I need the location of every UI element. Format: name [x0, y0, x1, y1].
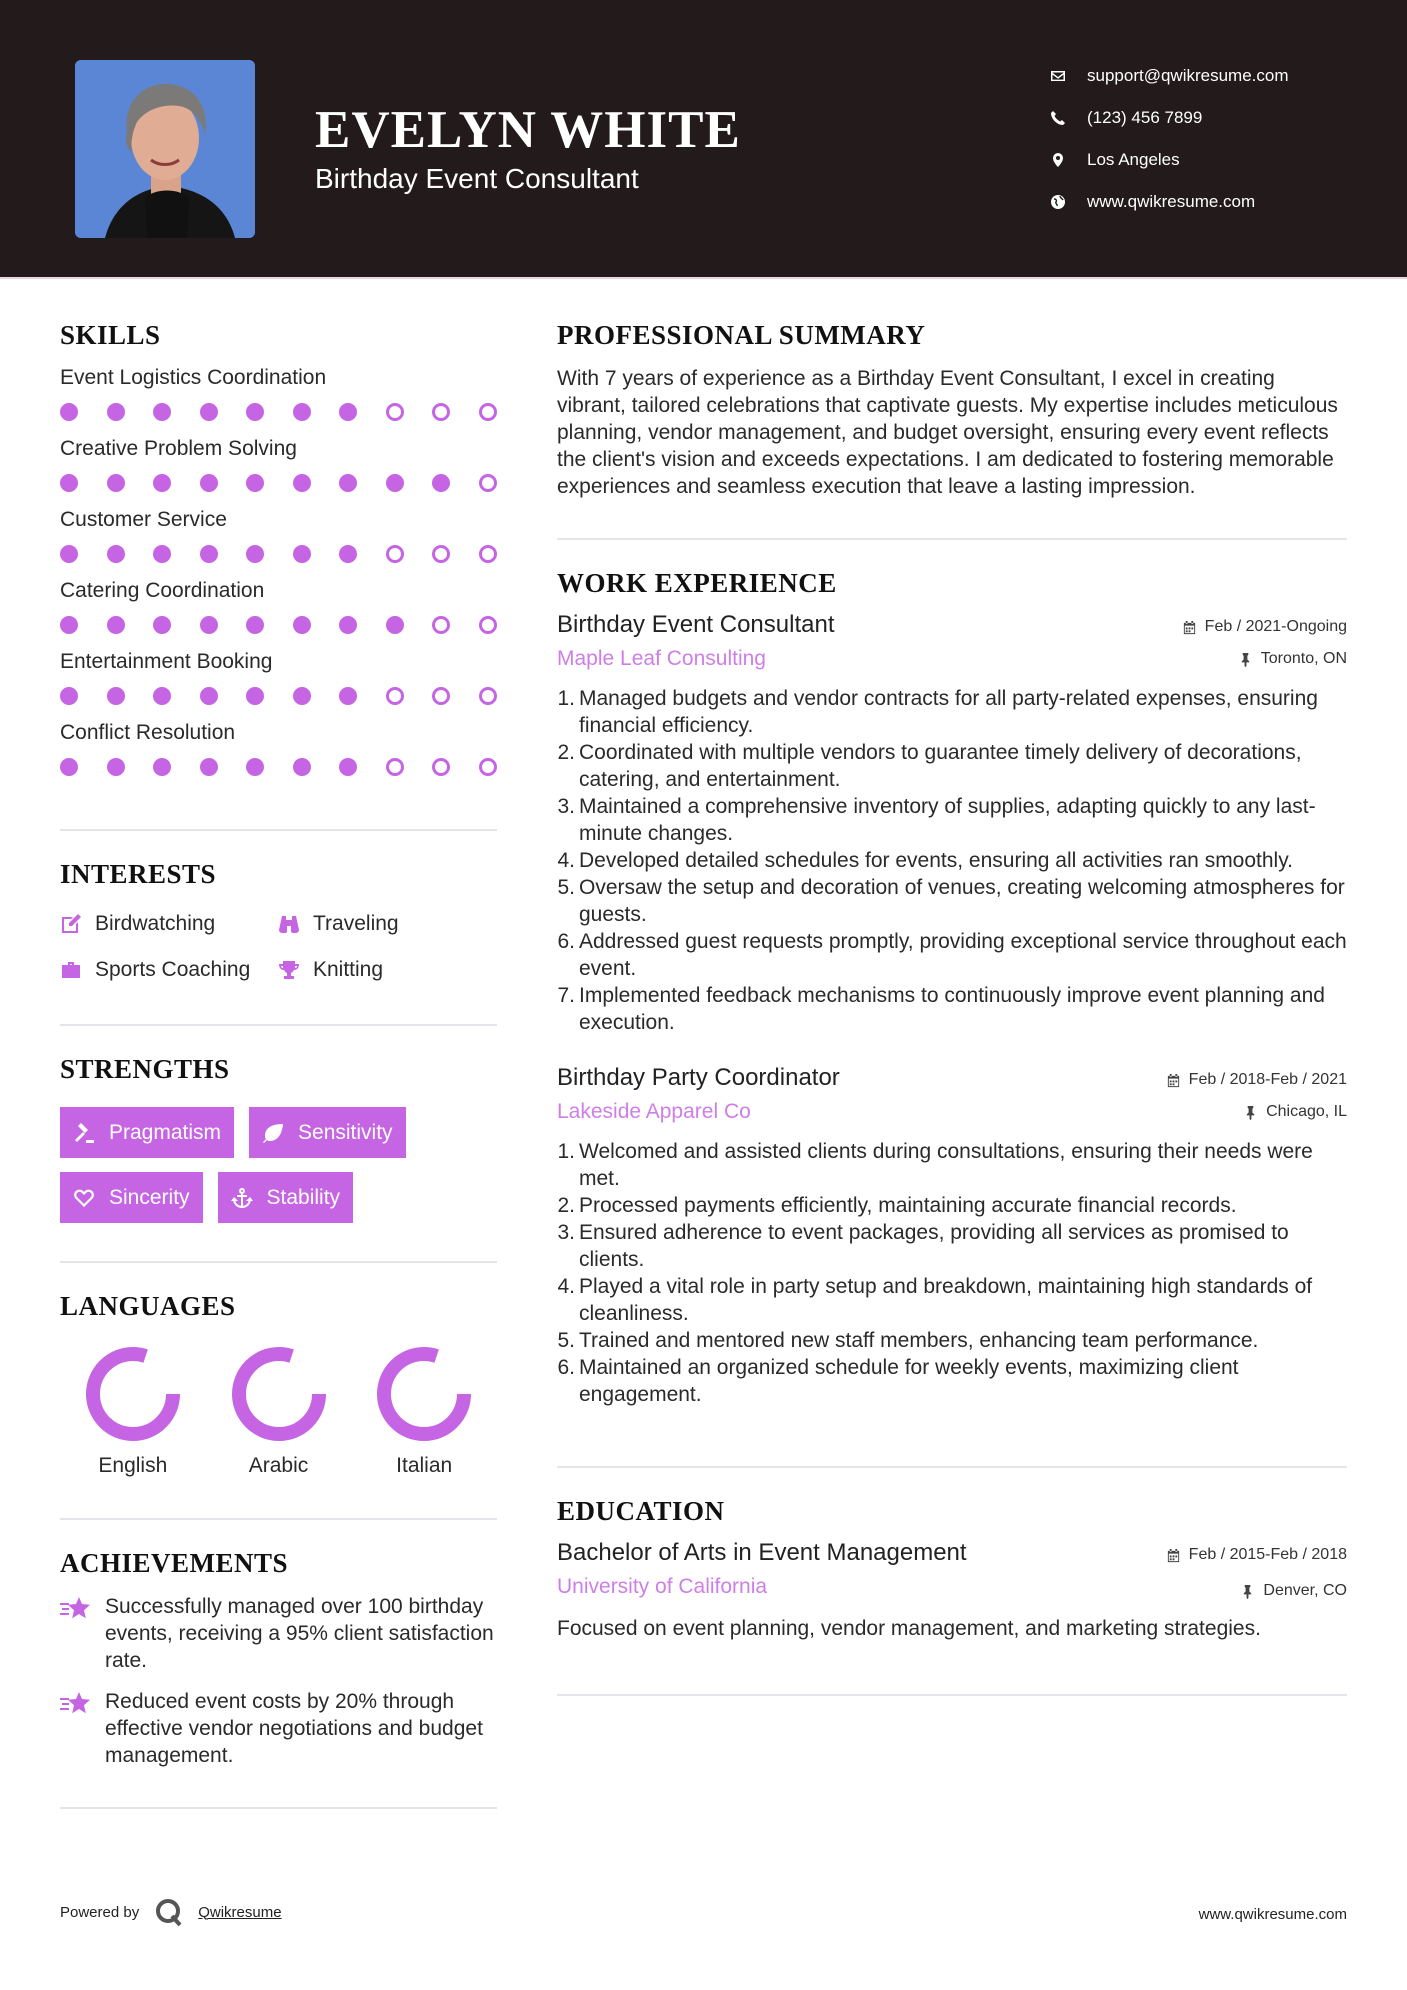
- rating-dot-filled: [246, 616, 264, 634]
- school-name: University of California: [557, 1575, 768, 1598]
- job-entry: [557, 611, 1347, 1036]
- rating-dot-filled: [153, 474, 171, 492]
- rating-dot-filled: [107, 545, 125, 563]
- contact-website[interactable]: [1050, 181, 1370, 223]
- powered-by-label: Powered by: [60, 1903, 140, 1921]
- skill-item: [60, 578, 497, 635]
- contact-email[interactable]: [1050, 55, 1370, 97]
- strengths-list: [60, 1107, 497, 1223]
- qwikresume-logo-icon: [154, 1897, 184, 1927]
- rating-dot-filled: [107, 403, 125, 421]
- interest-item: [60, 956, 278, 984]
- rating-dot-filled: [246, 758, 264, 776]
- section-divider: [60, 1024, 497, 1026]
- job-location-text: Chicago, IL: [1266, 1103, 1347, 1120]
- contact-location: [1050, 139, 1370, 181]
- leaf-icon: [262, 1122, 284, 1144]
- skill-name: Catering Coordination: [60, 579, 265, 602]
- item-number: 2.: [557, 741, 575, 764]
- globe-icon: [1050, 194, 1087, 210]
- responsibility-text: Trained and mentored new staff members, enhancing team performance.: [579, 1329, 1259, 1352]
- job-responsibilities: [557, 1138, 1347, 1408]
- rating-dot-filled: [107, 474, 125, 492]
- rating-dot-filled: [200, 616, 218, 634]
- strength-tag: [60, 1107, 234, 1158]
- section-divider: [60, 829, 497, 831]
- rating-dot-filled: [246, 545, 264, 563]
- rating-dot-filled: [339, 474, 357, 492]
- rating-dot-filled: [60, 687, 78, 705]
- skill-rating: [60, 545, 497, 564]
- skill-item: [60, 649, 497, 706]
- language-name: English: [98, 1454, 168, 1477]
- rating-dot-filled: [107, 616, 125, 634]
- responsibility-text: Maintained a comprehensive inventory of supplies, adapting quickly to any last-minute changes.: [579, 795, 1316, 845]
- item-number: 3.: [557, 1221, 575, 1244]
- map-pin-icon: [1050, 152, 1087, 168]
- rating-dot-filled: [60, 403, 78, 421]
- item-number: 5.: [557, 1329, 575, 1352]
- rating-dot-filled: [339, 758, 357, 776]
- skill-rating: [60, 687, 497, 706]
- skills-title: SKILLS: [60, 320, 161, 350]
- phone-icon: [1050, 110, 1087, 126]
- job-dates: [1182, 615, 1347, 639]
- rating-dot-filled: [293, 616, 311, 634]
- rating-dot-empty: [432, 403, 450, 421]
- rating-dot-filled: [107, 758, 125, 776]
- language-gauge-arc: [93, 1354, 173, 1434]
- achievement-item: [60, 1593, 497, 1674]
- achievements-title: ACHIEVEMENTS: [60, 1548, 289, 1578]
- interests-title: INTERESTS: [60, 859, 217, 889]
- footer-powered-by: [60, 1897, 282, 1927]
- calendar-icon: [1182, 620, 1197, 635]
- achievement-text: Successfully managed over 100 birthday events, receiving a 95% client satisfaction rate.: [105, 1595, 494, 1672]
- languages-title: LANGUAGES: [60, 1291, 236, 1321]
- skill-name: Conflict Resolution: [60, 721, 236, 744]
- rating-dot-filled: [339, 687, 357, 705]
- responsibility-item: [557, 1138, 1347, 1192]
- interest-item: [60, 910, 278, 938]
- item-number: 4.: [557, 1275, 575, 1298]
- responsibility-item: [557, 928, 1347, 982]
- contact-email-text: support@qwikresume.com: [1087, 66, 1289, 85]
- rating-dot-empty: [479, 687, 497, 705]
- interests-list: [60, 910, 497, 984]
- job-entry: [557, 1064, 1347, 1408]
- calendar-icon: [1166, 1073, 1181, 1088]
- strength-label: Sincerity: [109, 1185, 190, 1209]
- language-gauge-arc: [239, 1354, 319, 1434]
- rating-dot-empty: [432, 758, 450, 776]
- left-column: [60, 320, 497, 1809]
- rating-dot-filled: [153, 616, 171, 634]
- rating-dot-filled: [153, 758, 171, 776]
- resume-header: [0, 0, 1407, 277]
- interest-label: Sports Coaching: [95, 958, 251, 981]
- contact-website-text: www.qwikresume.com: [1087, 192, 1256, 211]
- rating-dot-filled: [200, 403, 218, 421]
- summary-text: With 7 years of experience as a Birthday Event Consultant, I excel in creating vibrant, tailored celebrations that captivate guests. My expertise includes meticulous planning, vendor management, and budget oversight, ensuring every event reflects the client's vision and exceeds expectations. I am dedicated to fostering memorable experiences and seamless execution that leave a lasting impression.: [557, 367, 1338, 498]
- job-location: [1166, 1100, 1347, 1124]
- rating-dot-filled: [246, 403, 264, 421]
- responsibility-item: [557, 685, 1347, 739]
- rating-dot-empty: [479, 403, 497, 421]
- job-title: Birthday Event Consultant: [557, 611, 835, 638]
- item-number: 6.: [557, 930, 575, 953]
- rating-dot-empty: [479, 758, 497, 776]
- rating-dot-filled: [107, 687, 125, 705]
- pushpin-icon: [1243, 1105, 1258, 1120]
- language-gauge-arc: [384, 1354, 464, 1434]
- language-name: Arabic: [248, 1454, 309, 1477]
- trophy-icon: [278, 959, 300, 981]
- rating-dot-filled: [60, 616, 78, 634]
- envelope-icon: [1050, 68, 1087, 84]
- profile-photo: [75, 60, 255, 238]
- language-item: [351, 1344, 497, 1478]
- responsibility-text: Oversaw the setup and decoration of venues, creating welcoming atmospheres for guests.: [579, 876, 1345, 926]
- star-icon: [60, 1690, 92, 1718]
- responsibility-item: [557, 793, 1347, 847]
- rating-dot-filled: [339, 403, 357, 421]
- calendar-icon: [1166, 1548, 1181, 1563]
- interest-label: Birdwatching: [95, 912, 216, 935]
- job-company: Maple Leaf Consulting: [557, 647, 766, 670]
- interest-item: [278, 910, 478, 938]
- rating-dot-filled: [246, 474, 264, 492]
- candidate-name: EVELYN WHITE: [315, 101, 741, 159]
- section-divider: [557, 1694, 1347, 1696]
- item-number: 6.: [557, 1356, 575, 1379]
- item-number: 1.: [557, 687, 575, 710]
- job-title: Birthday Party Coordinator: [557, 1064, 840, 1091]
- rating-dot-empty: [432, 687, 450, 705]
- section-divider: [557, 1466, 1347, 1468]
- anchor-icon: [231, 1187, 253, 1209]
- job-dates: [1166, 1068, 1347, 1092]
- section-divider: [60, 1518, 497, 1520]
- strengths-title: STRENGTHS: [60, 1054, 230, 1084]
- qwikresume-link[interactable]: Qwikresume: [198, 1903, 282, 1921]
- responsibility-item: [557, 1192, 1347, 1219]
- responsibility-text: Implemented feedback mechanisms to continuously improve event planning and execution.: [579, 984, 1325, 1034]
- rating-dot-empty: [386, 687, 404, 705]
- gavel-icon: [73, 1122, 95, 1144]
- rating-dot-filled: [153, 687, 171, 705]
- rating-dot-filled: [293, 758, 311, 776]
- rating-dot-filled: [339, 545, 357, 563]
- section-divider: [60, 1261, 497, 1263]
- education-entry: [557, 1539, 1347, 1642]
- skills-list: [60, 365, 497, 777]
- item-number: 5.: [557, 876, 575, 899]
- star-icon: [60, 1595, 92, 1623]
- skill-name: Customer Service: [60, 508, 227, 531]
- job-responsibilities: [557, 685, 1347, 1036]
- language-item: [60, 1344, 206, 1478]
- pushpin-icon: [1240, 1584, 1255, 1599]
- responsibility-item: [557, 1354, 1347, 1408]
- rating-dot-empty: [386, 403, 404, 421]
- skill-item: [60, 436, 497, 493]
- education-description: Focused on event planning, vendor management, and marketing strategies.: [557, 1617, 1261, 1640]
- responsibility-text: Managed budgets and vendor contracts for all party-related expenses, ensuring financial efficiency.: [579, 687, 1318, 737]
- responsibility-text: Maintained an organized schedule for weekly events, maximizing client engagement.: [579, 1356, 1239, 1406]
- responsibility-item: [557, 874, 1347, 928]
- skill-name: Entertainment Booking: [60, 650, 273, 673]
- rating-dot-filled: [246, 687, 264, 705]
- rating-dot-filled: [386, 616, 404, 634]
- responsibility-text: Processed payments efficiently, maintaining accurate financial records.: [579, 1194, 1237, 1217]
- skill-name: Event Logistics Coordination: [60, 366, 327, 389]
- strength-tag: [218, 1172, 354, 1223]
- rating-dot-filled: [200, 474, 218, 492]
- right-column: [557, 320, 1347, 1696]
- rating-dot-empty: [386, 545, 404, 563]
- rating-dot-filled: [339, 616, 357, 634]
- rating-dot-filled: [200, 545, 218, 563]
- responsibility-item: [557, 1219, 1347, 1273]
- interest-item: [278, 956, 478, 984]
- rating-dot-filled: [432, 474, 450, 492]
- language-gauge: [83, 1344, 183, 1444]
- pushpin-icon: [1238, 652, 1253, 667]
- education-location: [1166, 1579, 1347, 1603]
- rating-dot-filled: [60, 474, 78, 492]
- item-number: 1.: [557, 1140, 575, 1163]
- rating-dot-empty: [386, 758, 404, 776]
- skill-name: Creative Problem Solving: [60, 437, 297, 460]
- experience-title: WORK EXPERIENCE: [557, 568, 837, 598]
- achievement-item: [60, 1688, 497, 1769]
- contact-location-text: Los Angeles: [1087, 150, 1180, 169]
- interest-label: Traveling: [313, 912, 399, 935]
- rating-dot-filled: [386, 474, 404, 492]
- skill-rating: [60, 758, 497, 777]
- rating-dot-empty: [432, 616, 450, 634]
- rating-dot-filled: [293, 545, 311, 563]
- rating-dot-filled: [200, 758, 218, 776]
- job-dates-text: Feb / 2018-Feb / 2021: [1188, 1071, 1347, 1088]
- education-title: EDUCATION: [557, 1496, 725, 1526]
- responsibility-text: Ensured adherence to event packages, providing all services as promised to clients.: [579, 1221, 1289, 1271]
- rating-dot-filled: [153, 545, 171, 563]
- skill-rating: [60, 474, 497, 493]
- strength-tag: [60, 1172, 203, 1223]
- responsibility-text: Welcomed and assisted clients during consultations, ensuring their needs were met.: [579, 1140, 1313, 1190]
- rating-dot-empty: [432, 545, 450, 563]
- contact-phone[interactable]: [1050, 97, 1370, 139]
- binoculars-icon: [278, 913, 300, 935]
- language-item: [206, 1344, 352, 1478]
- education-dates: [1166, 1543, 1347, 1567]
- contact-phone-text: (123) 456 7899: [1087, 108, 1203, 127]
- job-company: Lakeside Apparel Co: [557, 1100, 751, 1123]
- rating-dot-empty: [479, 616, 497, 634]
- rating-dot-filled: [293, 474, 311, 492]
- rating-dot-filled: [60, 545, 78, 563]
- rating-dot-filled: [200, 687, 218, 705]
- language-gauge: [374, 1344, 474, 1444]
- strength-tag: [249, 1107, 406, 1158]
- section-divider: [557, 538, 1347, 540]
- responsibility-text: Coordinated with multiple vendors to guarantee timely delivery of decorations, catering, and entertainment.: [579, 741, 1302, 791]
- item-number: 2.: [557, 1194, 575, 1217]
- job-location: [1182, 647, 1347, 671]
- responsibility-item: [557, 739, 1347, 793]
- rating-dot-filled: [293, 687, 311, 705]
- responsibility-item: [557, 1273, 1347, 1327]
- suitcase-icon: [60, 959, 82, 981]
- skill-item: [60, 507, 497, 564]
- heart-icon: [73, 1187, 95, 1209]
- rating-dot-filled: [293, 403, 311, 421]
- job-location-text: Toronto, ON: [1260, 650, 1347, 667]
- achievement-text: Reduced event costs by 20% through effective vendor negotiations and budget management.: [105, 1690, 483, 1767]
- skill-rating: [60, 616, 497, 635]
- rating-dot-empty: [479, 545, 497, 563]
- strength-label: Stability: [266, 1185, 341, 1209]
- pencil-icon: [60, 913, 82, 935]
- section-divider: [60, 1807, 497, 1809]
- rating-dot-empty: [479, 474, 497, 492]
- item-number: 3.: [557, 795, 575, 818]
- rating-dot-filled: [60, 758, 78, 776]
- item-number: 7.: [557, 984, 575, 1007]
- contact-list: [1050, 55, 1370, 223]
- degree-title: Bachelor of Arts in Event Management: [557, 1539, 967, 1566]
- strength-label: Sensitivity: [298, 1120, 393, 1144]
- responsibility-text: Developed detailed schedules for events, ensuring all activities ran smoothly.: [579, 849, 1293, 872]
- responsibility-item: [557, 1327, 1347, 1354]
- education-location-text: Denver, CO: [1263, 1582, 1347, 1599]
- responsibility-text: Addressed guest requests promptly, providing exceptional service throughout each event.: [579, 930, 1347, 980]
- responsibility-text: Played a vital role in party setup and breakdown, maintaining high standards of cleanliness.: [579, 1275, 1313, 1325]
- rating-dot-filled: [153, 403, 171, 421]
- skill-rating: [60, 403, 497, 422]
- skill-item: [60, 720, 497, 777]
- responsibility-item: [557, 847, 1347, 874]
- header-divider: [0, 277, 1407, 279]
- summary-title: PROFESSIONAL SUMMARY: [557, 320, 926, 350]
- strength-label: Pragmatism: [109, 1120, 222, 1144]
- item-number: 4.: [557, 849, 575, 872]
- language-gauge: [229, 1344, 329, 1444]
- footer-url[interactable]: www.qwikresume.com: [1198, 1906, 1347, 1923]
- job-dates-text: Feb / 2021-Ongoing: [1204, 618, 1347, 635]
- candidate-role: Birthday Event Consultant: [315, 163, 639, 194]
- responsibility-item: [557, 982, 1347, 1036]
- languages-list: [60, 1344, 497, 1478]
- education-dates-text: Feb / 2015-Feb / 2018: [1188, 1546, 1347, 1563]
- interest-label: Knitting: [313, 958, 384, 981]
- skill-item: [60, 365, 497, 422]
- language-name: Italian: [396, 1454, 453, 1477]
